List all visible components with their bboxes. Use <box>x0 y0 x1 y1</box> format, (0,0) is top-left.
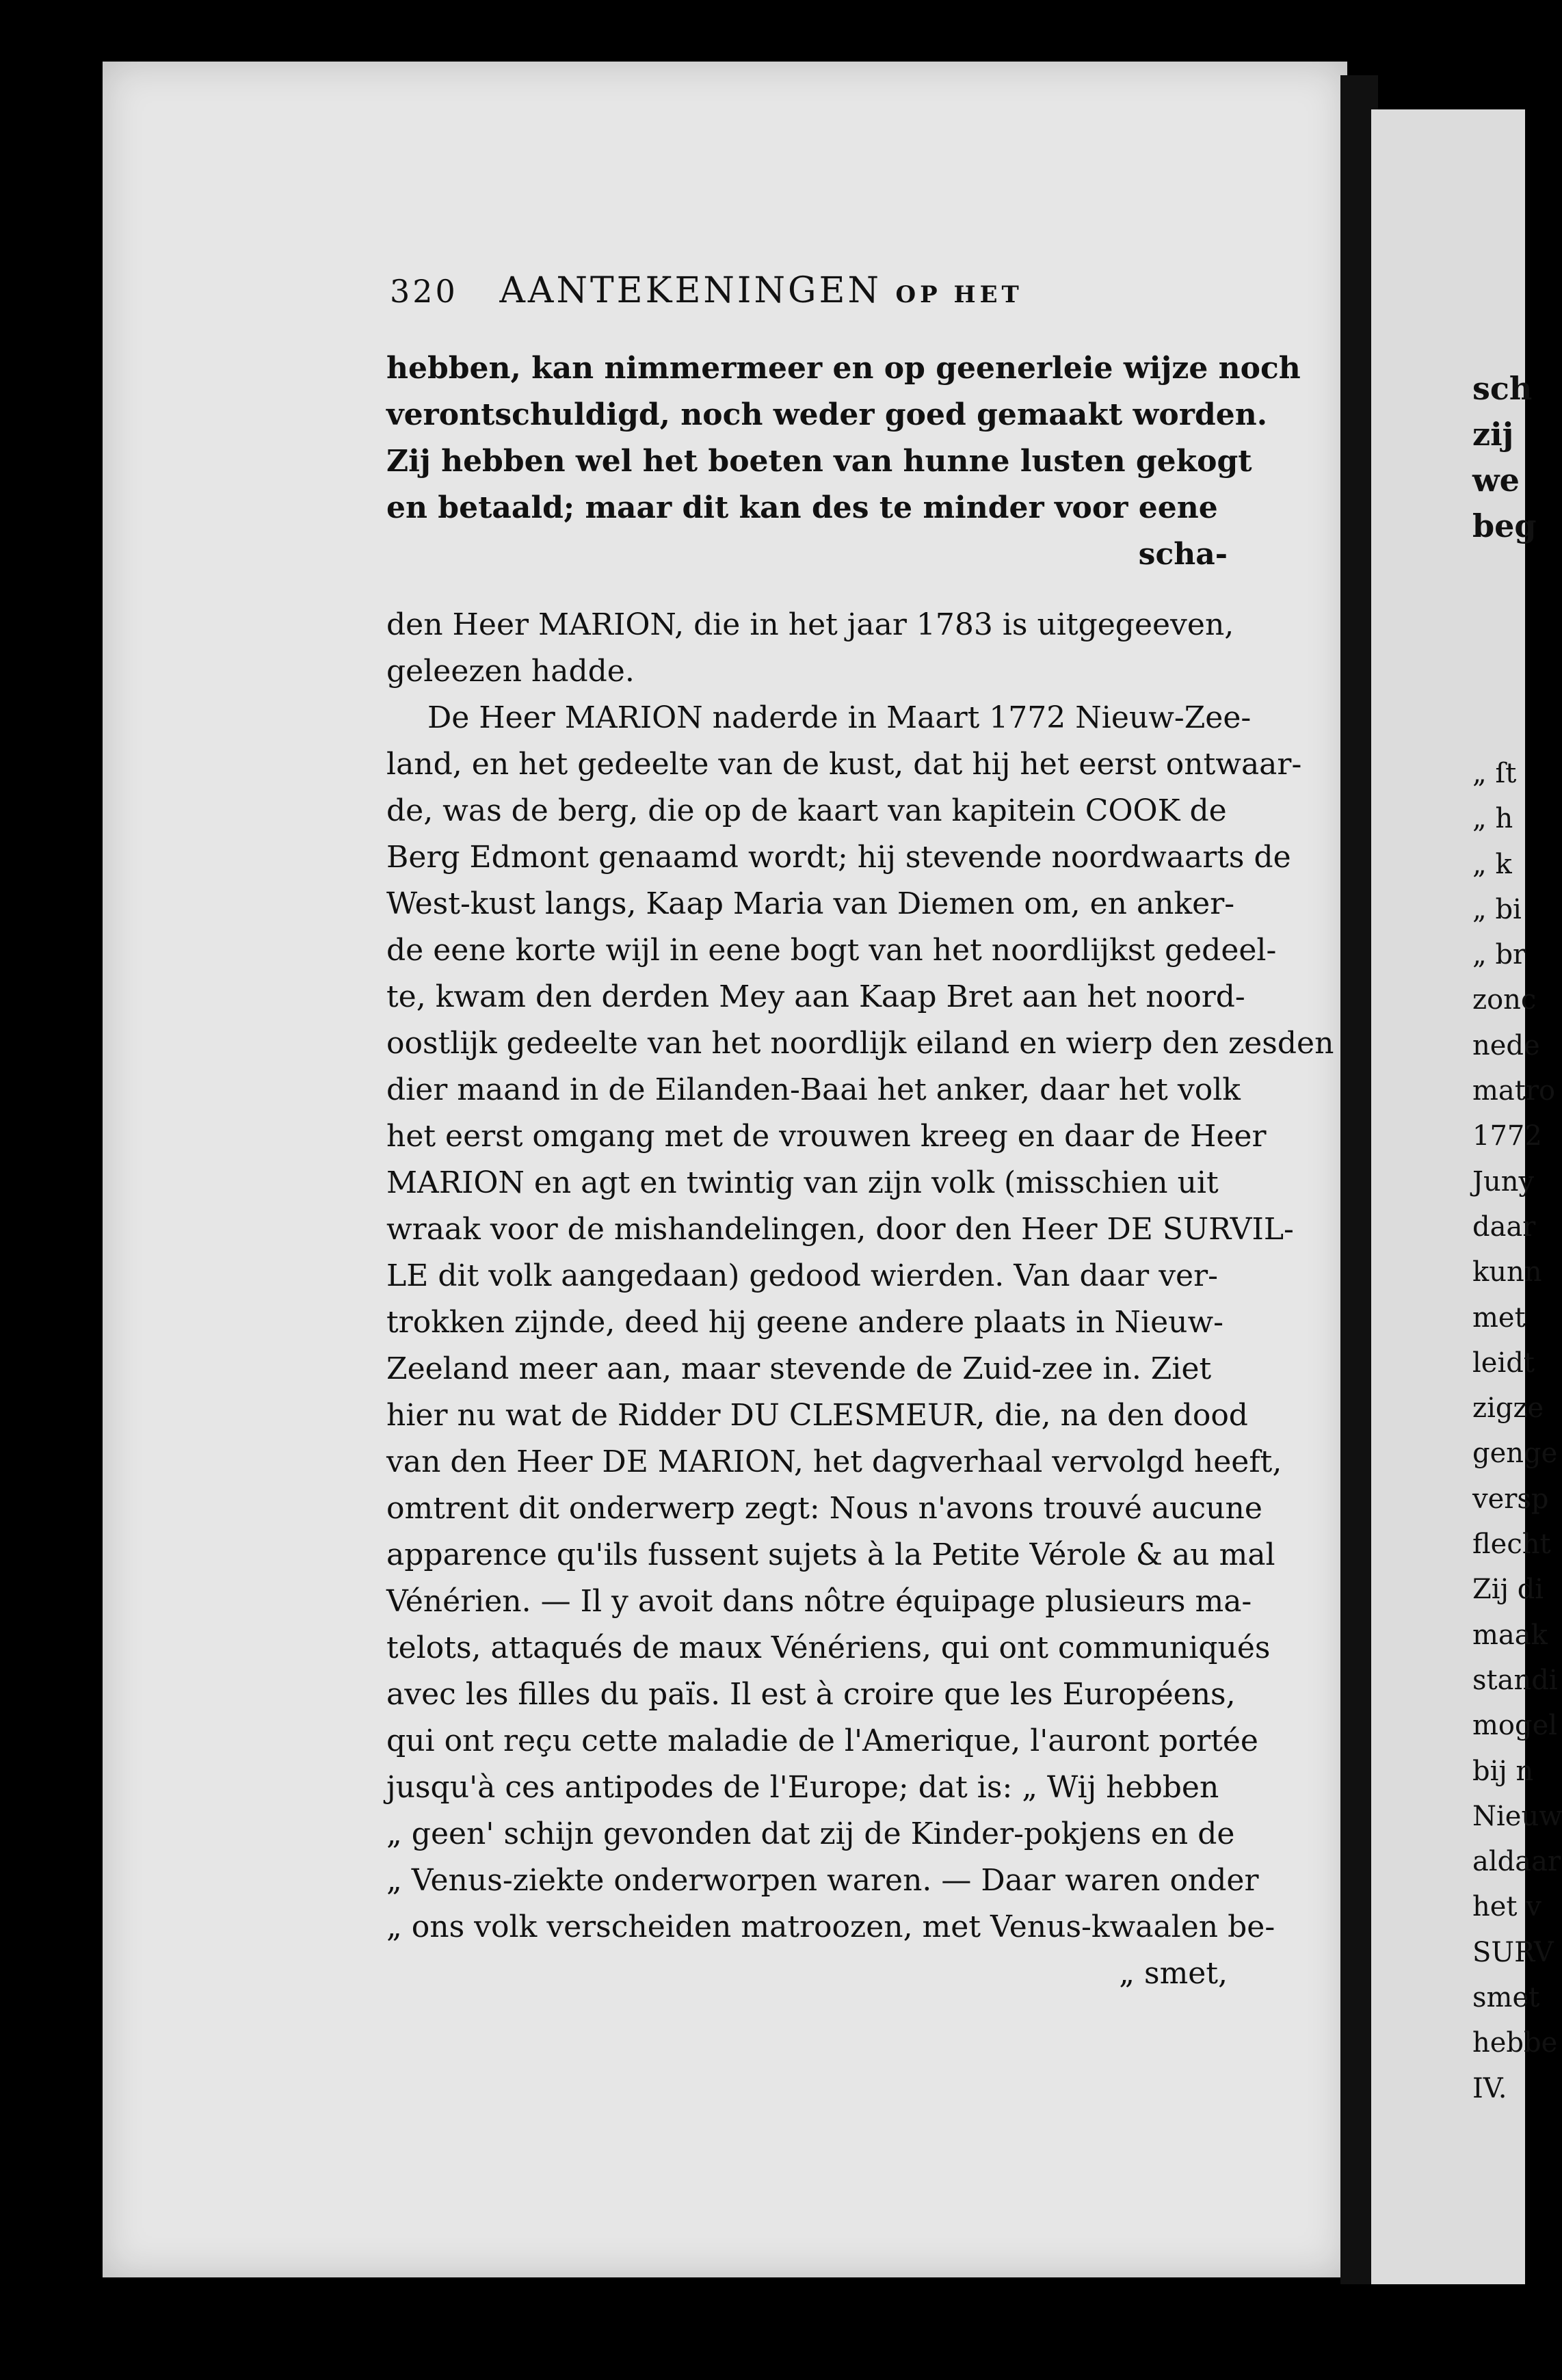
text-line: jusqu'à ces antipodes de l'Europe; dat is: „ Wij hebben <box>386 1770 1219 1805</box>
text-line: het eerst omgang met de vrouwen kreeg en daar de Heer <box>386 1119 1267 1154</box>
text-line: Zij hebben wel het boeten van hunne lusten gekogt <box>386 444 1252 479</box>
text-line: geleezen hadde. <box>386 654 635 689</box>
right-line: met <box>1472 1301 1526 1334</box>
upper-text-block <box>386 345 1301 578</box>
text-line: wraak voor de mishandelingen, door den Heer DE SURVIL- <box>386 1212 1294 1247</box>
right-line: „ br <box>1472 939 1526 971</box>
text-line: scha- <box>1138 537 1228 572</box>
right-line: „ k <box>1472 848 1512 880</box>
right-line: Juny <box>1472 1165 1535 1198</box>
text-line: qui ont reçu cette maladie de l'Amerique, l'auront portée <box>386 1723 1258 1758</box>
text-line: „ Venus-ziekte onderworpen waren. — Daar waren onder <box>386 1863 1259 1898</box>
right-page-upper-text <box>1371 366 1537 549</box>
text-line: Berg Edmont genaamd wordt; hij stevende noordwaarts de <box>386 840 1291 875</box>
right-line: flecht <box>1472 1529 1551 1561</box>
lower-text-block <box>386 602 1334 1997</box>
page-title-suffix: OP HET <box>895 281 1023 308</box>
text-line: verontschuldigd, noch weder goed gemaakt worden. <box>386 397 1268 432</box>
right-line: nede <box>1472 1029 1540 1061</box>
text-line: MARION en agt en twintig van zijn volk (misschien uit <box>386 1165 1219 1200</box>
text-line: De Heer MARION naderde in Maart 1772 Nieuw-Zee- <box>427 700 1252 735</box>
right-line: daar <box>1472 1211 1536 1243</box>
text-line: en betaald; maar dit kan des te minder voor eene <box>386 490 1218 525</box>
right-line: beg <box>1472 507 1537 544</box>
right-line: zij <box>1472 416 1514 453</box>
text-line: telots, attaqués de maux Vénériens, qui ont communiqués <box>386 1630 1271 1665</box>
text-line: oostlijk gedeelte van het noordlijk eiland en wierp den zesden <box>386 1026 1334 1061</box>
right-line: we <box>1472 462 1520 499</box>
text-line: hebben, kan nimmermeer en op geenerleie wijze noch <box>386 351 1301 386</box>
text-line: den Heer MARION, die in het jaar 1783 is uitgegeeven, <box>386 607 1234 642</box>
right-line: kunn <box>1472 1256 1542 1288</box>
right-line: „ ſt <box>1472 758 1517 789</box>
text-line: West-kust langs, Kaap Maria van Diemen om, en anker- <box>386 886 1235 921</box>
right-line: smet <box>1472 1982 1540 2014</box>
text-line: „ smet, <box>1119 1956 1228 1991</box>
right-line: bij n <box>1472 1755 1534 1787</box>
right-page <box>1371 109 1562 2284</box>
text-line: Zeeland meer aan, maar stevende de Zuid-zee in. Ziet <box>386 1351 1212 1386</box>
text-line: land, en het gedeelte van de kust, dat hij het eerst ontwaar- <box>386 747 1302 782</box>
right-line: het v <box>1472 1891 1541 1923</box>
page-number: 320 <box>390 273 458 310</box>
right-line: leidt <box>1472 1347 1535 1379</box>
right-line: genge <box>1472 1438 1558 1470</box>
text-line: omtrent dit onderwerp zegt: Nous n'avons trouvé aucune <box>386 1491 1262 1526</box>
text-line: Vénérien. — Il y avoit dans nôtre équipage plusieurs ma- <box>386 1584 1252 1619</box>
text-line: hier nu wat de Ridder DU CLESMEUR, die, na den dood <box>386 1398 1248 1433</box>
text-line: apparence qu'ils fussent sujets à la Petite Vérole & au mal <box>386 1537 1275 1572</box>
right-line: zigze <box>1472 1392 1544 1425</box>
text-line: avec les filles du païs. Il est à croire que les Européens, <box>386 1677 1236 1712</box>
text-line: LE dit volk aangedaan) gedood wierden. Van daar ver- <box>386 1258 1218 1293</box>
right-line: IV. <box>1472 2072 1507 2104</box>
right-line: mogel <box>1472 1710 1558 1742</box>
right-line: versp <box>1472 1483 1549 1515</box>
text-line: de eene korte wijl in eene bogt van het noordlijkst gedeel- <box>386 933 1277 968</box>
right-line: maak <box>1472 1619 1548 1651</box>
right-line: standi <box>1472 1664 1558 1696</box>
right-line: SURV <box>1472 1936 1554 1968</box>
right-line: zonc <box>1472 984 1537 1016</box>
right-page-lower-text <box>1371 751 1562 2111</box>
right-line: aldaar <box>1472 1846 1561 1878</box>
text-line: „ ons volk verscheiden matroozen, met Venus-kwaalen be- <box>386 1909 1275 1944</box>
page-title: AANTEKENINGEN <box>499 270 882 311</box>
right-line: „ bi <box>1472 893 1522 925</box>
right-line: „ h <box>1472 803 1513 835</box>
right-line: Zij di <box>1472 1574 1544 1606</box>
text-line: van den Heer DE MARION, het dagverhaal vervolgd heeft, <box>386 1444 1282 1479</box>
text-line: „ geen' schijn gevonden dat zij de Kinder-pokjens en de <box>386 1816 1235 1851</box>
right-line: sch <box>1472 370 1533 407</box>
right-line: Nieuw <box>1472 1800 1562 1832</box>
text-line: te, kwam den derden Mey aan Kaap Bret aan het noord- <box>386 979 1245 1014</box>
text-line: de, was de berg, die op de kaart van kapitein COOK de <box>386 793 1227 828</box>
text-line: trokken zijnde, deed hij geene andere plaats in Nieuw- <box>386 1305 1224 1340</box>
right-line: 1772 <box>1472 1120 1542 1152</box>
right-line: hebbe <box>1472 2027 1558 2059</box>
text-line: dier maand in de Eilanden-Baai het anker, daar het volk <box>386 1072 1241 1107</box>
running-head <box>390 270 1224 325</box>
right-line: matro <box>1472 1075 1556 1107</box>
